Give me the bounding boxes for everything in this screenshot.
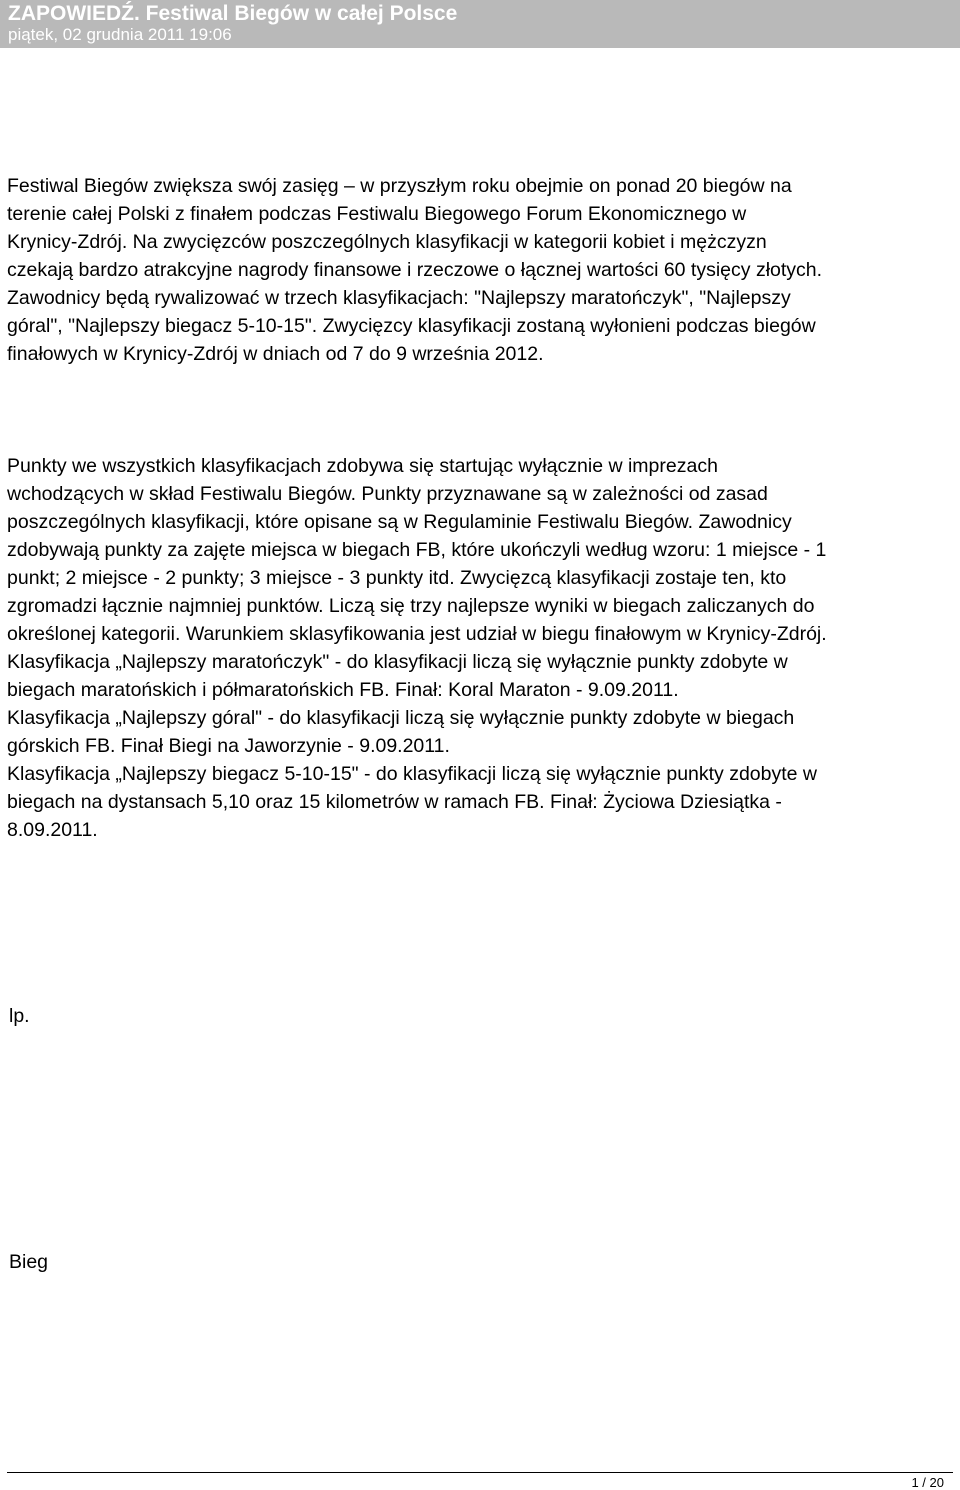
article-paragraph-intro: Festiwal Biegów zwiększa swój zasięg – w przyszłym roku obejmie on ponad 20 biegów na terenie całej Polski z finałem podczas Festiwalu Biegowego Forum Ekonomicznego w Krynicy-Zdrój. Na zwycięzców poszczególnych klasyfikacji w kategorii kobiet i mężczyzn czekają bardzo atrakcyjne nagrody finansowe i rzeczowe o łącznej wartości 60 tysięcy złotych. Zawodnicy będą rywalizować w trzech klasyfikacjach: "Najlepszy maratończyk", "Najlepszy góral", "Najlepszy biegacz 5-10-15". Zwycięzcy klasyfikacji zostaną wyłonieni podczas biegów finałowych w Krynicy-Zdrój w dniach od 7 do 9 września 2012. xyxy=(7,175,823,365)
table-header-lp: lp. xyxy=(9,1005,30,1027)
footer-divider xyxy=(7,1472,953,1473)
page-header xyxy=(0,0,960,48)
table-header-bieg: Bieg xyxy=(9,1251,49,1273)
article-date: piątek, 02 grudnia 2011 19:06 xyxy=(8,25,232,44)
page-number: 1 / 20 xyxy=(911,1475,944,1490)
article-paragraph-rules: Punkty we wszystkich klasyfikacjach zdobywa się startując wyłącznie w imprezach wchodzących w skład Festiwalu Biegów. Punkty przyznawane są w zależności od zasad poszczególnych klasyfikacji, które opisane są w Regulaminie Festiwalu Biegów. Zawodnicy zdobywają punkty za zajęte miejsca w biegach FB, które ukończyli według wzoru: 1 miejsce - 1 punkt; 2 miejsce - 2 punkty; 3 miejsce - 3 punkty itd. Zwycięzcą klasyfikacji zostaje ten, kto zgromadzi łącznie najmniej punktów. Liczą się trzy najlepsze wyniki w biegach zaliczanych do określonej kategorii. Warunkiem sklasyfikowania jest udział w biegu finałowym w Krynicy-Zdrój. Klasyfikacja „Najlepszy maratończyk" - do klasyfikacji liczą się wyłącznie punkty zdobyte w biegach maratońskich i półmaratońskich FB. Finał: Koral Maraton - 9.09.2011. Klasyfikacja „Najlepszy góral" - do klasyfikacji liczą się wyłącznie punkty zdobyte w biegach górskich FB. Finał Biegi na Jaworzynie - 9.09.2011. Klasyfikacja „Najlepszy biegacz 5-10-15" - do klasyfikacji liczą się wyłącznie punkty zdobyte w biegach na dystansach 5,10 oraz 15 kilometrów w ramach FB. Finał: Życiowa Dziesiątka - 8.09.2011. xyxy=(7,455,827,841)
article-title: ZAPOWIEDŹ. Festiwal Biegów w całej Polsce xyxy=(8,2,458,25)
